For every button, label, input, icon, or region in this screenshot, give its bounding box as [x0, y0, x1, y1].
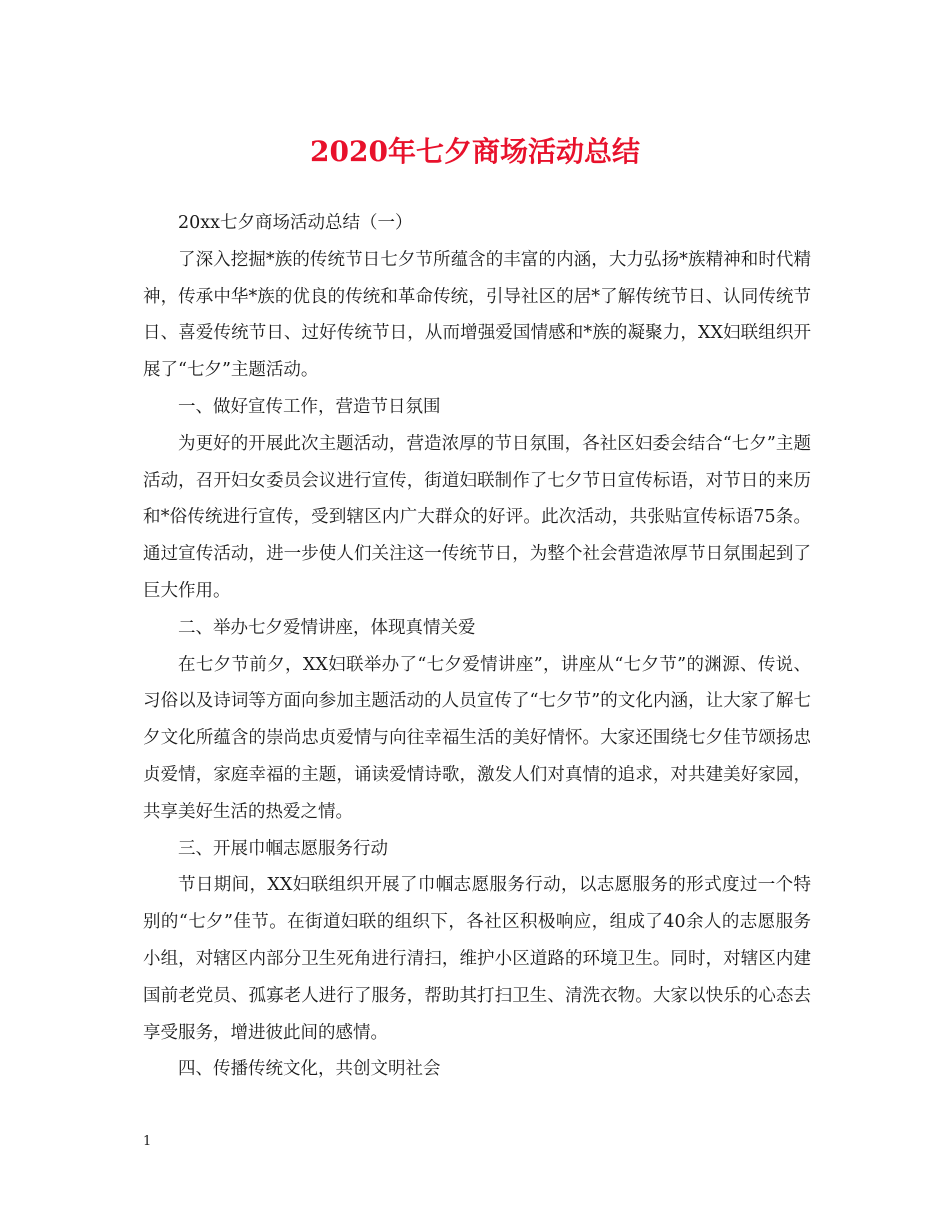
section-paragraph-2: 在七夕节前夕，XX妇联举办了“七夕爱情讲座”，讲座从“七夕节”的渊源、传说、习俗以及诗词等方面向参加主题活动的人员宣传了“七夕节”的文化内涵，让大家了解七夕文化所蕴含的崇尚忠贞爱情与向往幸福生活的美好情怀。大家还围绕七夕佳节颂扬忠贞爱情，家庭幸福的主题，诵读爱情诗歌，激发人们对真情的追求，对共建美好家园，共享美好生活的热爱之情。	[143, 654, 811, 822]
section-paragraph-3: 节日期间，XX妇联组织开展了巾帼志愿服务行动，以志愿服务的形式度过一个特别的“七夕”佳节。在街道妇联的组织下，各社区积极响应，组成了40余人的志愿服务小组，对辖区内部分卫生死角进行清扫，维护小区道路的环境卫生。同时，对辖区内建国前老党员、孤寡老人进行了服务，帮助其打扫卫生、清洗衣物。大家以快乐的心态去享受服务，增进彼此间的感情。	[143, 875, 811, 1043]
section-paragraph-1: 为更好的开展此次主题活动，营造浓厚的节日氛围，各社区妇委会结合“七夕”主题活动，召开妇女委员会议进行宣传，街道妇联制作了七夕节日宣传标语，对节日的来历和*俗传统进行宣传，受到辖区内广大群众的好评。此次活动，共张贴宣传标语75条。通过宣传活动，进一步使人们关注这一传统节日，为整个社会营造浓厚节日氛围起到了巨大作用。	[143, 433, 811, 601]
document-body	[143, 205, 811, 1088]
section-heading-1: 一、做好宣传工作，营造节日氛围	[178, 396, 441, 417]
section-heading-4: 四、传播传统文化，共创文明社会	[178, 1059, 441, 1080]
document-title: 2020年七夕商场活动总结	[310, 135, 640, 168]
intro-paragraph: 了深入挖掘*族的传统节日七夕节所蕴含的丰富的内涵，大力弘扬*族精神和时代精神，传承中华*族的优良的传统和革命传统，引导社区的居*了解传统节日、认同传统节日、喜爱传统节日、过好传统节日，从而增强爱国情感和*族的凝聚力，XX妇联组织开展了“七夕”主题活动。	[143, 249, 811, 381]
section-heading-3: 三、开展巾帼志愿服务行动	[178, 838, 388, 859]
section-heading-2: 二、举办七夕爱情讲座，体现真情关爱	[178, 617, 476, 638]
page-number: 1	[143, 1134, 152, 1149]
document-subtitle: 20xx七夕商场活动总结（一）	[178, 213, 413, 233]
